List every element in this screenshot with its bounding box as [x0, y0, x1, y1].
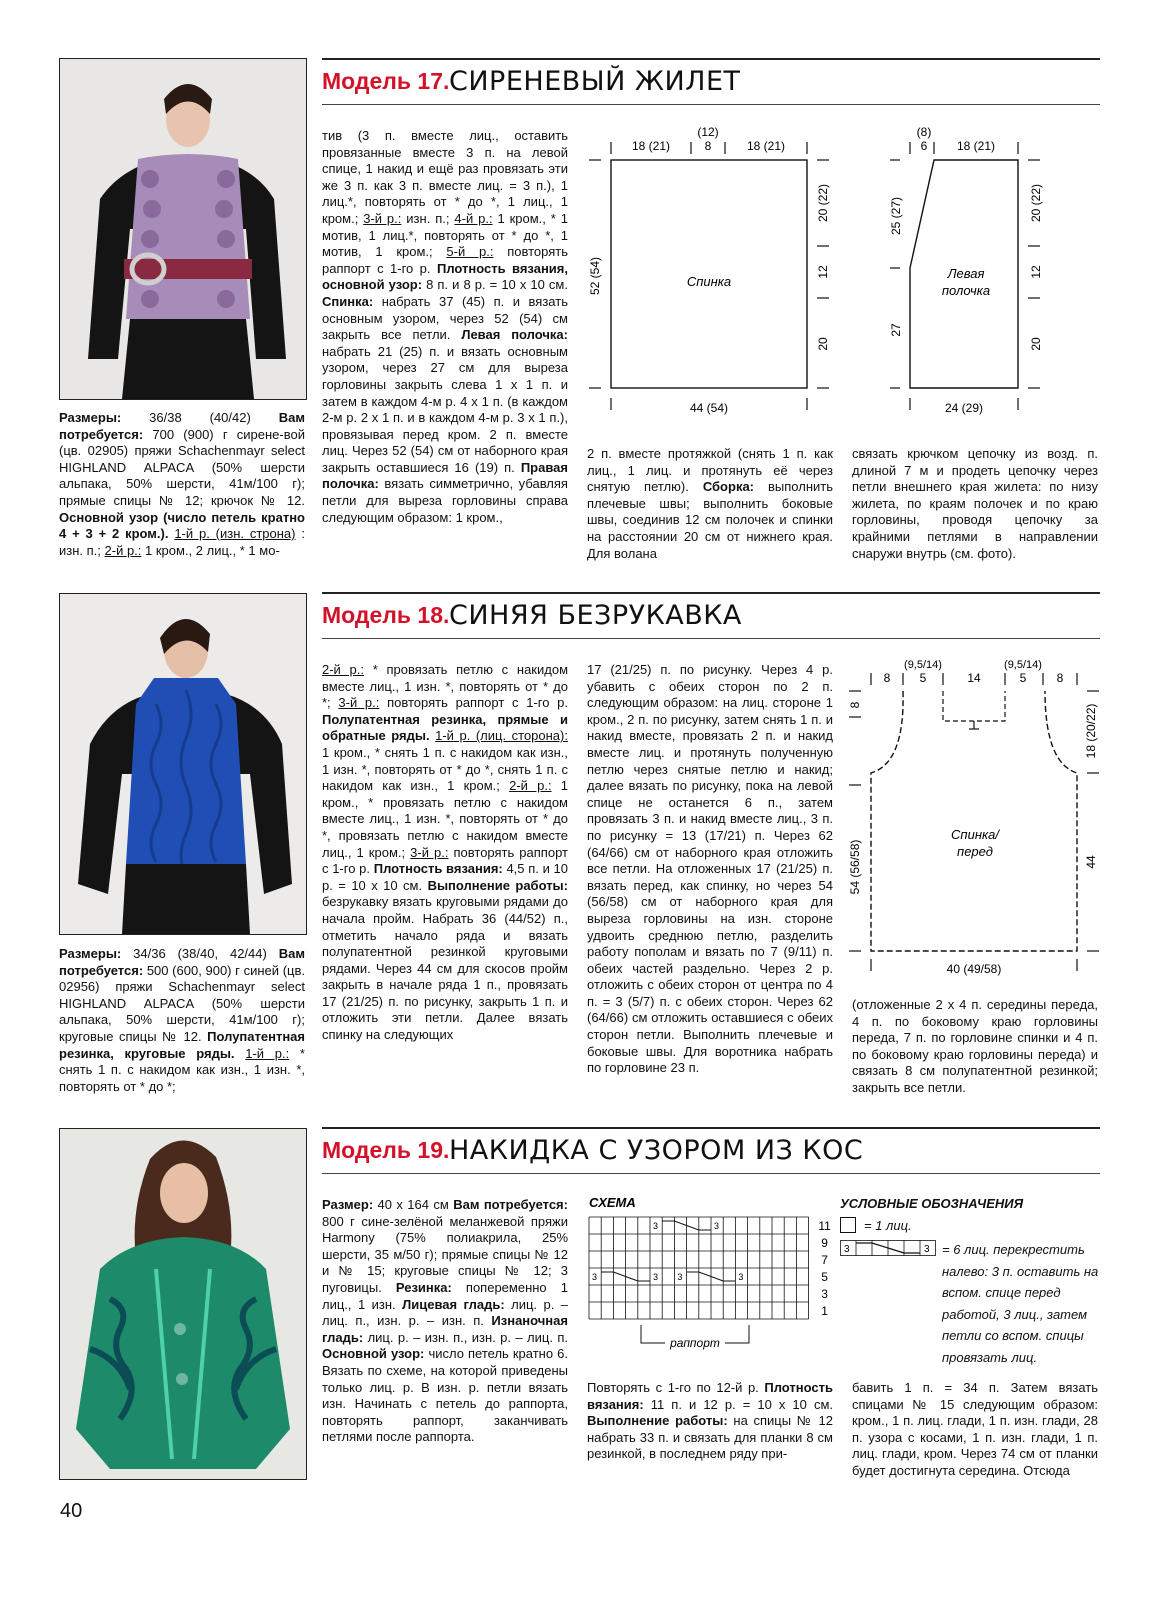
body-text: 4,5 п. и 10 р. = 10 х 10 см.: [322, 861, 569, 893]
bold-term: Правая полочка:: [322, 459, 568, 492]
row-label: 5-й р.:: [446, 244, 494, 260]
cable-count: 3: [738, 1272, 744, 1282]
text-column: [322, 128, 568, 526]
body-text: 700 (900) г сирене-вой (цв. 02905) пряжи Schachenmayr select HIGHLAND ALPACA (50% шерсти альпака, 50% шерсти, 41м/100 г); прямые спицы № 12; крючок № 12.: [59, 426, 305, 508]
text-column: [852, 997, 1098, 1097]
body-text: на спицы № 12 набрать 33 п. и связать для планки 8 см резинкой, в последнем ряду при-: [587, 1413, 833, 1462]
page-number: 40: [60, 1500, 83, 1522]
body-text: связать крючком цепочку из возд. п. длиной 7 м и продеть цепочку через петли внешнего края жилета: по низу жилета, по краям полочек и по краю горловины, проводя цепочку за крайними петлями в направлении снаружи внутрь (см. фото).: [852, 446, 1098, 561]
dim-label: 18 (21): [956, 139, 996, 153]
model-number: Модель 17.: [322, 68, 450, 94]
bold-term: Вам потребуется:: [59, 946, 305, 978]
bold-term: Резинка:: [395, 1279, 452, 1295]
schema-label: Левая: [947, 266, 985, 281]
dim-label: 52 (54): [588, 256, 602, 296]
body-text: 800 г сине-зелёной меланжевой пряжи Harmony (75% полиакрила, 25% шерсти, 35 м/50 г); прямые спицы № 12 и № 15; круговые спицы № 12; 3 пуговицы.: [322, 1213, 568, 1295]
model-title: СИРЕНЕВЫЙ ЖИЛЕТ: [449, 66, 741, 97]
bold-term: Плотность вязания, основной узор:: [322, 260, 568, 293]
row-label: 3-й р.:: [410, 844, 449, 860]
schema-front-model-17: [880, 120, 1060, 420]
dim-label: 20 (22): [816, 183, 830, 223]
text-column: [59, 946, 305, 1095]
dim-label: 12: [1029, 265, 1043, 279]
row-number: 11: [818, 1219, 831, 1233]
body-text: вязать симметрично, убавляя петли для выреза горловины справа следующим образом: 1 кром.,: [322, 476, 568, 525]
row-label: 2-й р.:: [509, 778, 552, 794]
body-text: 36/38 (40/42): [149, 410, 251, 425]
legend-cable-text: = 6 лиц. перекрестить налево: 3 п. оставить на вспом. спице перед работой, 3 лиц., затем петли со вспом. спицы провязать лиц.: [942, 1242, 1099, 1365]
row-label: 4-й р.:: [454, 210, 493, 226]
body-text: 17 (21/25) п. по рисунку. Через 4 р. убавить с обеих сторон по 2 п. следующим образом: на лиц. стороне 1 кром., 2 п. по рисунку, затем снять 1 п. и накид вместе, провязать 2 п. и накид вместе лиц. и протянуть полученную петлю через снятые петлю и накид; далее вязать по рисунку, пока на левой спице не останется 6 п., затем провязать 3 п. и накид вместе лиц., 3 п. по рисунку = 13 (17/21) п. Через 62 (64/66) см от наборного края отложить все петли. На отложенных 17 (21/25) п. вязать перед, как спинку, но через 54 (56/58) см от наборного края для выреза горловины на изн. стороне удвоить среднюю петлю, разделить работу пополам и вязать по 7 (9/11) п. обеих частей раздельно. Через 2 р. отложить с обеих сторон от центра по 4 п. = 3 (5/7) п. с обеих сторон. Через 62 (64/66) см отложить оставшиеся с обеих сторон петли. Выполнить плечевые и боковые швы. Для воротника набрать по горловине 23 п.: [587, 662, 833, 1076]
photo-model-18: [59, 593, 307, 935]
body-text: 2 п. вместе протяжкой (снять 1 п. как лиц., 1 лиц. и протянуть её через снятую петлю).: [587, 446, 833, 495]
cable-count: 3: [653, 1272, 659, 1282]
body-text: 1 кром., 2 лиц., * 1 мо-: [145, 542, 280, 558]
model-number: Модель 18.: [322, 602, 450, 628]
body-text: Повторять с 1-го по 12-й р.: [587, 1380, 759, 1395]
header-model-19: [322, 1127, 1100, 1174]
legend-title: УСЛОВНЫЕ ОБОЗНАЧЕНИЯ: [840, 1196, 1024, 1211]
bold-term: Выполнение работы:: [427, 877, 568, 893]
dim-label: 18 (21): [631, 139, 671, 153]
body-text: 1 кром., * провязать петлю с накидом вместе лиц., 1 изн. *, повторять от * до *, провязать петлю с накидом вместе лиц., 1 кром.;: [322, 778, 568, 860]
row-label: 3-й р.:: [338, 695, 380, 711]
dim-label: 20: [816, 337, 830, 351]
body-text: повторять раппорт с 1-го р.: [322, 244, 568, 276]
legend: [840, 1195, 1102, 1368]
dim-label: 20: [1029, 337, 1043, 351]
text-column: [852, 1380, 1098, 1480]
model-title: НАКИДКА С УЗОРОМ ИЗ КОС: [449, 1135, 864, 1166]
schema-label: Спинка/: [951, 827, 999, 842]
bold-term: Плотность вязания:: [587, 1380, 833, 1412]
row-label: 1-й р. (лиц. сторона):: [435, 728, 568, 744]
body-text: бавить 1 п. = 34 п. Затем вязать спицами № 15 следующим образом: кром., 1 п. лиц. глади, 1 п. изн. глади, 28 п. узора с косами, 1 п. изн. глади, 1 п. лиц. глади, кром. Через 74 см от планки будет достигнута середина. Отсюда: [852, 1380, 1098, 1478]
body-text: (отложенные 2 х 4 п. середины переда, 4 п. по боковому краю горловины переда, 7 п. по горловине спинки и 4 п. по боковому краю горловины переда) и связать 8 см полупатентной резинкой; закрыть все петли.: [852, 997, 1098, 1095]
dim-label: 12: [816, 265, 830, 279]
cable-symbol: [840, 1240, 936, 1256]
dim-label: 44: [1084, 855, 1098, 869]
dim-label: 8: [1056, 671, 1064, 685]
dim-label: (8): [916, 125, 932, 139]
dim-label: 18 (20/22): [1084, 703, 1098, 759]
bold-term: Левая полочка:: [461, 327, 568, 343]
dim-label: 8: [704, 139, 712, 153]
dim-label: (9,5/14): [904, 659, 942, 671]
body-text: * снять 1 п. с накидом как изн., 1 изн. *, повторять от * до *;: [59, 1045, 305, 1094]
bold-term: Изнаночная гладь:: [322, 1313, 568, 1345]
row-number: 7: [821, 1253, 828, 1267]
schema-label: Спинка: [686, 274, 732, 289]
row-label: 3-й р.:: [363, 210, 402, 226]
body-text: 500 (600, 900) г синей (цв. 02956) пряжи Schachenmayr select HIGHLAND ALPACA (50% шерсти альпака, 50% шерсти, 41м/100 г); круговые спицы № 12.: [59, 962, 305, 1044]
bold-term: Основной узор:: [322, 1346, 425, 1362]
photo-model-19: [59, 1128, 307, 1480]
dim-label: 8: [883, 671, 891, 685]
body-text: число петель кратно 6. Вязать по схеме, на которой приведены только лиц. р. В изн. р. петли вязать изн. Начинать с петель до раппорта, повторять раппорт, заканчивать петлями после раппорта.: [322, 1346, 568, 1445]
body-text: тив (3 п. вместе лиц., оставить провязанные вместе 3 п. на левой спице, 1 накид и ещё раз провязать эти же 3 п. как 3 п. вместе лиц. = 3 п.), 1 лиц.*, повторять от * до *, 1 лиц., 1 кром.;: [322, 128, 568, 226]
legend-row: [840, 1217, 1102, 1233]
row-label: 1-й р.:: [245, 1045, 290, 1061]
dim-label: 40 (49/58): [946, 962, 1002, 976]
row-label: 2-й р.:: [322, 662, 364, 677]
bold-term: Размеры:: [59, 410, 122, 425]
bold-term: Вам потребуется:: [453, 1197, 568, 1212]
cable-count: 3: [653, 1221, 659, 1231]
schema-label: полочка: [941, 283, 991, 298]
bold-term: Полупатентная резинка, круговые ряды.: [59, 1028, 305, 1061]
dim-label: (12): [697, 125, 719, 139]
bold-term: Полупатентная резинка, прямые и обратные ряды.: [322, 711, 568, 744]
dim-label: 24 (29): [944, 401, 984, 415]
cable-count: 3: [677, 1272, 683, 1282]
dim-label: 5: [1019, 671, 1027, 685]
row-number: 1: [821, 1304, 828, 1318]
bold-term: Размеры:: [59, 946, 122, 961]
body-text: 11 п. и 12 р. = 10 х 10 см.: [650, 1396, 833, 1412]
dim-label: 5: [919, 671, 927, 685]
text-column: [587, 1380, 833, 1463]
body-text: безрукавку вязать круговыми рядами до начала пройм. Набрать 36 (44/52) п., отметить начало ряда и вязать полупатентной резинкой круговыми рядами. Через 44 см для скосов пройм закрыть в начале ряда 1 п., провязать 17 (21/25) п. по рисунку, закрыть 1 п. и отложить эти петли. Далее вязать спинку на следующих: [322, 894, 568, 1043]
schema-model-18: [845, 655, 1100, 980]
rapport-label: раппорт: [670, 1336, 720, 1350]
body-text: 1 кром., * снять 1 п. с накидом как изн., 1 изн. *, повторять от * до *, снять 1 п. с накидом как изн., 1 кром.;: [322, 744, 568, 794]
header-model-17: [322, 58, 1100, 105]
bold-term: Плотность вязания:: [373, 861, 503, 877]
dim-label: 14: [967, 671, 981, 685]
body-text: набрать 21 (25) п. и вязать основным узором, через 27 см для выреза горловины закрыть слева 1 х 1 п. и затем в каждом 4-м р. 4 х 1 п. (в каждом 2-м р. 2 х 1 п. и в каждом 4-м р. 3 х 1 п.), провязывая перед кром. 2 п. вместе лиц. Через 52 (54) см от наборного края закрыть оставшиеся 16 (19) п.: [322, 343, 568, 475]
bold-term: Вам потребуется:: [59, 410, 305, 442]
body-text: :: [301, 526, 305, 542]
body-text: изн. п.;: [406, 210, 450, 226]
body-text: 40 х 164 см: [377, 1197, 449, 1212]
model-title: СИНЯЯ БЕЗРУКАВКА: [449, 600, 742, 631]
dim-label: (9,5/14): [1004, 659, 1042, 671]
body-text: * провязать петлю с накидом вместе лиц., 1 изн. *, повторять от * до *;: [322, 662, 569, 711]
bold-term: Размер:: [322, 1197, 374, 1212]
text-column: [59, 410, 305, 559]
body-text: лиц. р. – изн. п., изн. р. – лиц. п.: [367, 1329, 568, 1345]
body-text: лиц. р. – лиц. п., изн. р. – изн. п.: [322, 1296, 569, 1329]
bold-term: Сборка:: [702, 479, 755, 495]
body-text: набрать 37 (45) п. и вязать основным узором, через 52 (54) см закрыть все петли.: [322, 293, 568, 343]
bold-term: Лицевая гладь:: [402, 1296, 505, 1312]
text-column: [322, 662, 568, 1044]
body-text: повторять раппорт с 1-го р.: [322, 844, 568, 877]
row-label: 1-й р. (изн. строна): [174, 526, 296, 542]
chart-title: СХЕМА: [589, 1195, 636, 1210]
dim-label: 20 (22): [1029, 183, 1043, 223]
dim-label: 44 (54): [689, 401, 729, 415]
schema-back-model-17: [585, 120, 835, 420]
cable-chart-model-19: [585, 1193, 835, 1358]
dim-label: 25 (27): [889, 196, 903, 236]
body-text: попеременно 1 лиц., 1 изн.: [322, 1279, 568, 1312]
photo-model-17: [59, 58, 307, 400]
knit-stitch-symbol: [840, 1217, 856, 1233]
body-text: изн. п.;: [59, 542, 101, 558]
body-text: 1 кром., * 1 мотив, 1 лиц.*, повторять от * до *, 1 мотив, 1 кром.;: [322, 210, 568, 260]
model-number: Модель 19.: [322, 1137, 450, 1163]
dim-label: 27: [889, 323, 903, 337]
bold-term: Выполнение работы:: [587, 1413, 728, 1429]
dim-label: 54 (56/58): [848, 839, 862, 895]
row-number: 9: [821, 1236, 828, 1250]
legend-row: [840, 1239, 1102, 1368]
dim-label: 8: [848, 701, 862, 709]
cable-count: 3: [844, 1244, 850, 1255]
text-column: [852, 446, 1098, 562]
row-number: 5: [821, 1270, 828, 1284]
dim-label: 18 (21): [746, 139, 786, 153]
text-column: [587, 662, 833, 1077]
legend-knit-text: = 1 лиц.: [864, 1217, 912, 1233]
bold-term: Спинка:: [322, 293, 374, 309]
cable-count: 3: [924, 1244, 930, 1255]
text-column: [587, 446, 833, 562]
schema-label: перед: [957, 844, 993, 859]
dim-label: 6: [920, 139, 928, 153]
body-text: повторять раппорт с 1-го р.: [387, 695, 568, 711]
bold-term: Основной узор (число петель кратно 4 + 3 + 2 кром.).: [59, 509, 305, 542]
row-number: 3: [821, 1287, 828, 1301]
text-column: [322, 1197, 568, 1446]
cable-count: 3: [592, 1272, 598, 1282]
cable-count: 3: [714, 1221, 720, 1231]
body-text: 34/36 (38/40, 42/44): [133, 946, 267, 961]
body-text: выполнить плечевые швы; выполнить боковые швы, соединив 12 см полочек и спинки на расстоянии 20 см от нижнего края. Для волана: [587, 479, 833, 561]
body-text: 8 п. и 8 р. = 10 х 10 см.: [426, 277, 568, 293]
header-model-18: [322, 592, 1100, 639]
row-label: 2-й р.:: [104, 542, 142, 558]
